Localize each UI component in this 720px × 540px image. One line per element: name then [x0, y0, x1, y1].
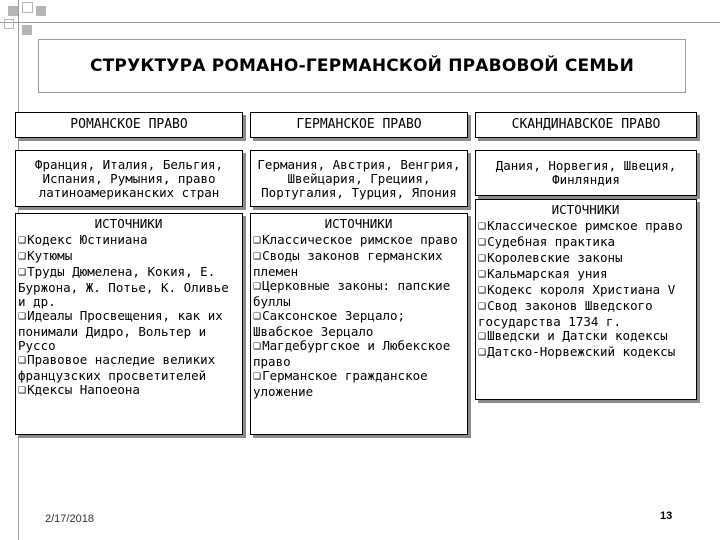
list-item: ❑Труды Дюмелена, Кокия, Е. Буржона, Ж. Потье, К. Оливье и др. [18, 264, 229, 309]
list-item: ❑Кальмарская уния [478, 266, 608, 281]
bullet-icon: ❑ [18, 236, 27, 246]
bullet-icon: ❑ [253, 252, 262, 262]
page-number: 13 [660, 510, 673, 522]
list-item: ❑Идеалы Просвещения, как их понимали Дидро, Вольтер и Руссо [18, 308, 223, 353]
list-item: ❑Кдексы Напоеона [18, 382, 140, 397]
bullet-icon: ❑ [478, 254, 487, 264]
bullet-icon: ❑ [18, 386, 27, 396]
list-item: ❑Саксонское Зерцало; Швабское Зерцало [253, 308, 406, 339]
bullet-icon: ❑ [18, 356, 27, 366]
header-scandinavian-law [475, 112, 697, 138]
bullet-icon: ❑ [253, 282, 262, 292]
bullet-icon: ❑ [478, 348, 487, 358]
list-item: ❑Шведски и Датски кодексы [478, 328, 668, 343]
bullet-icon: ❑ [253, 342, 262, 352]
list-item: ❑Кодекс короля Христиана V [478, 282, 676, 297]
list-item: ❑Свод законов Шведского государства 1734 г. [478, 298, 653, 329]
decor-horizontal-line [0, 22, 720, 23]
slide-title: СТРУКТУРА РОМАНО-ГЕРМАНСКОЙ ПРАВОВОЙ СЕМЬИ [89, 56, 635, 76]
bullet-icon: ❑ [253, 312, 262, 322]
countries-text: Дания, Норвегия, Швеция, Финляндия [495, 158, 677, 187]
bullet-icon: ❑ [478, 222, 487, 232]
countries-romance-law [15, 150, 243, 207]
bullet-icon: ❑ [478, 302, 487, 312]
list-item: ❑Королевские законы [478, 250, 623, 265]
header-germanic-law [250, 112, 468, 138]
bullet-icon: ❑ [18, 268, 27, 278]
sources-germanic-law [250, 213, 468, 435]
sources-title: ИСТОЧНИКИ [551, 202, 620, 217]
decor-square [22, 2, 33, 13]
sources-title: ИСТОЧНИКИ [324, 216, 393, 231]
countries-text: Франция, Италия, Бельгия, Испания, Румыния, право латиноамериканских стран [34, 156, 224, 200]
bullet-icon: ❑ [478, 270, 487, 280]
list-item: ❑Классическое римское право [253, 232, 458, 247]
decor-square [4, 19, 14, 29]
header-label: РОМАНСКОЕ ПРАВО [70, 117, 188, 132]
footer-date: 2/17/2018 [45, 513, 94, 525]
decor-square [36, 6, 46, 16]
list-item: ❑Магдебургское и Любекское право [253, 338, 451, 369]
list-item: ❑Кодекс Юстиниана [18, 232, 148, 247]
list-item: ❑Кутюмы [18, 248, 73, 263]
decor-square [8, 6, 18, 16]
list-item: ❑Датско-Норвежский кодексы [478, 344, 676, 359]
sources-scandinavian-law [475, 199, 697, 400]
bullet-icon: ❑ [253, 236, 262, 246]
bullet-icon: ❑ [253, 372, 262, 382]
countries-scandinavian-law [475, 150, 697, 196]
header-label: ГЕРМАНСКОЕ ПРАВО [296, 117, 422, 132]
bullet-icon: ❑ [478, 286, 487, 296]
list-item: ❑Церковные законы: папские буллы [253, 278, 451, 309]
list-item: ❑Судебная практика [478, 234, 616, 249]
title-box [38, 39, 686, 93]
bullet-icon: ❑ [478, 332, 487, 342]
list-item: ❑Классическое римское право [478, 218, 683, 233]
header-romance-law [15, 112, 243, 138]
decor-square [22, 25, 32, 35]
header-label: СКАНДИНАВСКОЕ ПРАВО [511, 117, 661, 132]
countries-germanic-law [250, 150, 468, 207]
bullet-icon: ❑ [18, 312, 27, 322]
list-item: ❑Правовое наследие великих французских просветителей [18, 352, 216, 383]
sources-title: ИСТОЧНИКИ [94, 216, 163, 231]
list-item: ❑Своды законов германских племен [253, 248, 443, 279]
sources-romance-law [15, 213, 243, 435]
bullet-icon: ❑ [18, 252, 27, 262]
countries-text: Германия, Австрия, Венгрия, Швейцария, Грециия, Португалия, Турция, Япония [257, 156, 461, 200]
bullet-icon: ❑ [478, 238, 487, 248]
list-item: ❑Германское гражданское уложение [253, 368, 428, 399]
